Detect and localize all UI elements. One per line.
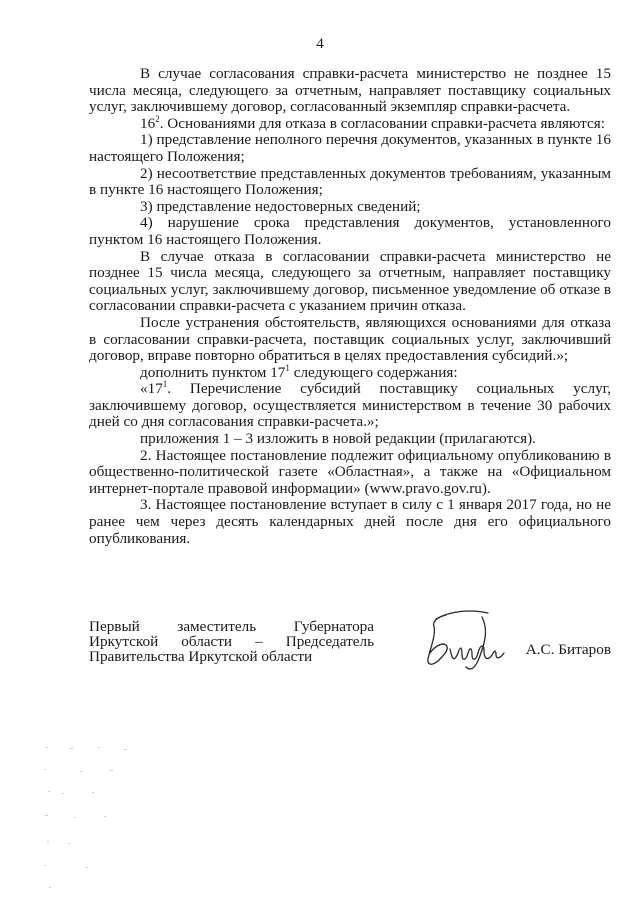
signatory-name: А.С. Битаров — [525, 641, 611, 658]
paragraph: 2. Настоящее постановление подлежит официальному опубликованию в общественно-политической газете «Областная», а также на «Официальном интернет-портале правовой информации» (www.pravo.gov.ru). — [89, 446, 611, 497]
paragraph: приложения 1 – 3 изложить в новой редакции (прилагаются). — [140, 430, 536, 448]
superscript: 1 — [162, 379, 168, 390]
paragraph — [89, 362, 611, 382]
paragraph-text: . Перечисление субсидий поставщику социальных услуг, заключившему договор, осуществляется министерством в течение 30 рабочих дней со дня согласования справки-расчета.»; — [89, 380, 611, 431]
paragraph — [89, 113, 611, 133]
superscript: 1 — [285, 362, 290, 373]
paragraph: В случае согласования справки-расчета министерство не позднее 15 числа месяца, следующего за отчетным, направляет поставщику социальных услуг, заключившему договор, согласованный экземпляр справки-расчета. — [89, 65, 611, 116]
paragraph: После устранения обстоятельств, являющихся основаниями для отказа в согласовании справки-расчета, поставщик социальных услуг, заключивший договор, вправе повторно обратиться в целях предоставления субсидий.»; — [89, 313, 611, 365]
paragraph: 3) представление недостоверных сведений; — [140, 197, 421, 215]
signatory-title-line: Первый заместитель Губернатора — [89, 618, 374, 635]
paragraph-text: . Основаниями для отказа в согласовании справки-расчета являются: — [159, 114, 605, 132]
paragraph — [89, 381, 611, 431]
superscript: 2 — [155, 113, 160, 124]
signatory-title — [89, 619, 374, 665]
scan-artifact — [40, 745, 160, 895]
signatory-title-line: Иркутской области – Председатель — [89, 633, 374, 651]
signature-block — [89, 619, 611, 679]
paragraph-text: следующего содержания: — [289, 363, 458, 381]
page-number: 4 — [316, 36, 324, 52]
paragraph-text: дополнить пунктом 17 — [140, 363, 286, 381]
handwritten-signature — [416, 609, 526, 673]
signatory-title-line: Правительства Иркутской области — [89, 648, 313, 666]
paragraph: 2) несоответствие представленных документов требованиям, указанным в пункте 16 настоящего Положения; — [89, 164, 611, 199]
paragraph: 1) представление неполного перечня документов, указанных в пункте 16 настоящего Положения; — [89, 131, 611, 165]
paragraph: 3. Настоящее постановление вступает в силу с 1 января 2017 года, но не ранее чем через десять календарных дней после дня его официального опубликования. — [89, 496, 611, 547]
paragraph: В случае отказа в согласовании справки-расчета министерство не позднее 15 числа месяца, следующего за отчетным, направляет поставщику социальных услуг, заключившему договор, письменное уведомление об отказе в согласовании справки-расчета с указанием причин отказа. — [89, 247, 611, 315]
clause-number: 16 — [140, 114, 156, 132]
paragraph: 4) нарушение срока представления документов, установленного пунктом 16 настоящего Положения. — [89, 214, 611, 248]
document-body — [89, 66, 611, 547]
paragraph-text: «17 — [140, 380, 163, 398]
